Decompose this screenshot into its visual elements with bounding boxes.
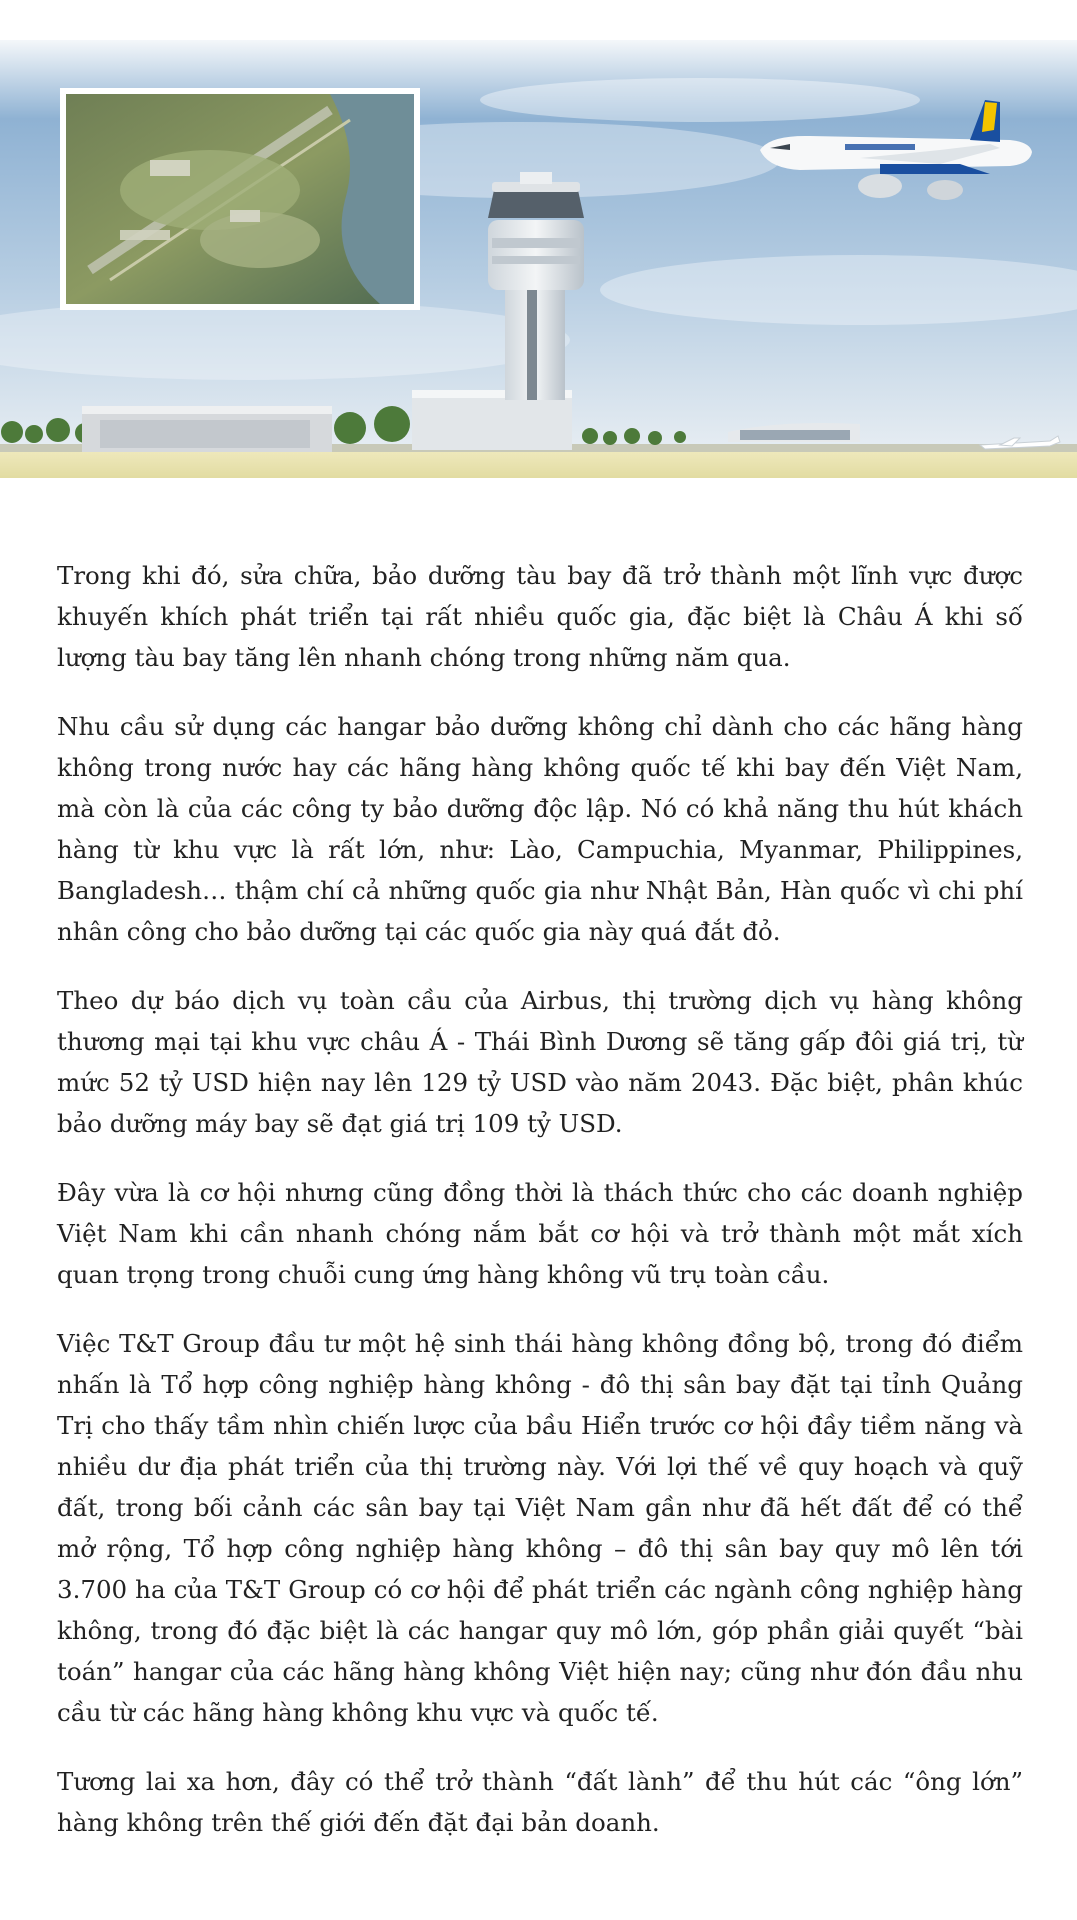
article-paragraph: Trong khi đó, sửa chữa, bảo dưỡng tàu bay đã trở thành một lĩnh vực được khuyến khích phát triển tại rất nhiều quốc gia, đặc biệt là Châu Á khi số lượng tàu bay tăng lên nhanh chóng trong những năm qua. [57,561,1023,672]
article-paragraph: Tương lai xa hơn, đây có thể trở thành “đất lành” để thu hút các “ông lớn” hàng không trên thế giới đến đặt đại bản doanh. [57,1767,1023,1837]
hero-illustration [0,40,1077,478]
hangar-building [82,406,332,452]
aerial-photo-inset [60,88,420,310]
article-paragraph: Nhu cầu sử dụng các hangar bảo dưỡng không chỉ dành cho các hãng hàng không trong nước hay các hãng hàng không quốc tế khi bay đến Việt Nam, mà còn là của các công ty bảo dưỡng độc lập. Nó có khả năng thu hút khách hàng từ khu vực là rất lớn, như: Lào, Campuchia, Myanmar, Philippines, Bangladesh… thậm chí cả những quốc gia như Nhật Bản, Hàn quốc vì chi phí nhân công cho bảo dưỡng tại các quốc gia này quá đắt đỏ. [57,712,1023,946]
article-body [57,555,1023,1871]
article-paragraph: Đây vừa là cơ hội nhưng cũng đồng thời là thách thức cho các doanh nghiệp Việt Nam khi cần nhanh chóng nắm bắt cơ hội và trở thành một mắt xích quan trọng trong chuỗi cung ứng hàng không vũ trụ toàn cầu. [57,1178,1023,1289]
article-paragraph: Theo dự báo dịch vụ toàn cầu của Airbus, thị trường dịch vụ hàng không thương mại tại khu vực châu Á - Thái Bình Dương sẽ tăng gấp đôi giá trị, từ mức 52 tỷ USD hiện nay lên 129 tỷ USD vào năm 2043. Đặc biệt, phân khúc bảo dưỡng máy bay sẽ đạt giá trị 109 tỷ USD. [57,986,1023,1138]
hero-scene [0,40,1077,478]
article-paragraph: Việc T&T Group đầu tư một hệ sinh thái hàng không đồng bộ, trong đó điểm nhấn là Tổ hợp công nghiệp hàng không - đô thị sân bay đặt tại tỉnh Quảng Trị cho thấy tầm nhìn chiến lược của bầu Hiển trước cơ hội đầy tiềm năng và nhiều dư địa phát triển của thị trường này. Với lợi thế về quy hoạch và quỹ đất, trong bối cảnh các sân bay tại Việt Nam gần như đã hết đất để có thể mở rộng, Tổ hợp công nghiệp hàng không – đô thị sân bay quy mô lên tới 3.700 ha của T&T Group có cơ hội để phát triển các ngành công nghiệp hàng không, trong đó đặc biệt là các hangar quy mô lớn, góp phần giải quyết “bài toán” hangar của các hãng hàng không Việt hiện nay; cũng như đón đầu nhu cầu từ các hãng hàng không khu vực và quốc tế. [57,1329,1023,1727]
